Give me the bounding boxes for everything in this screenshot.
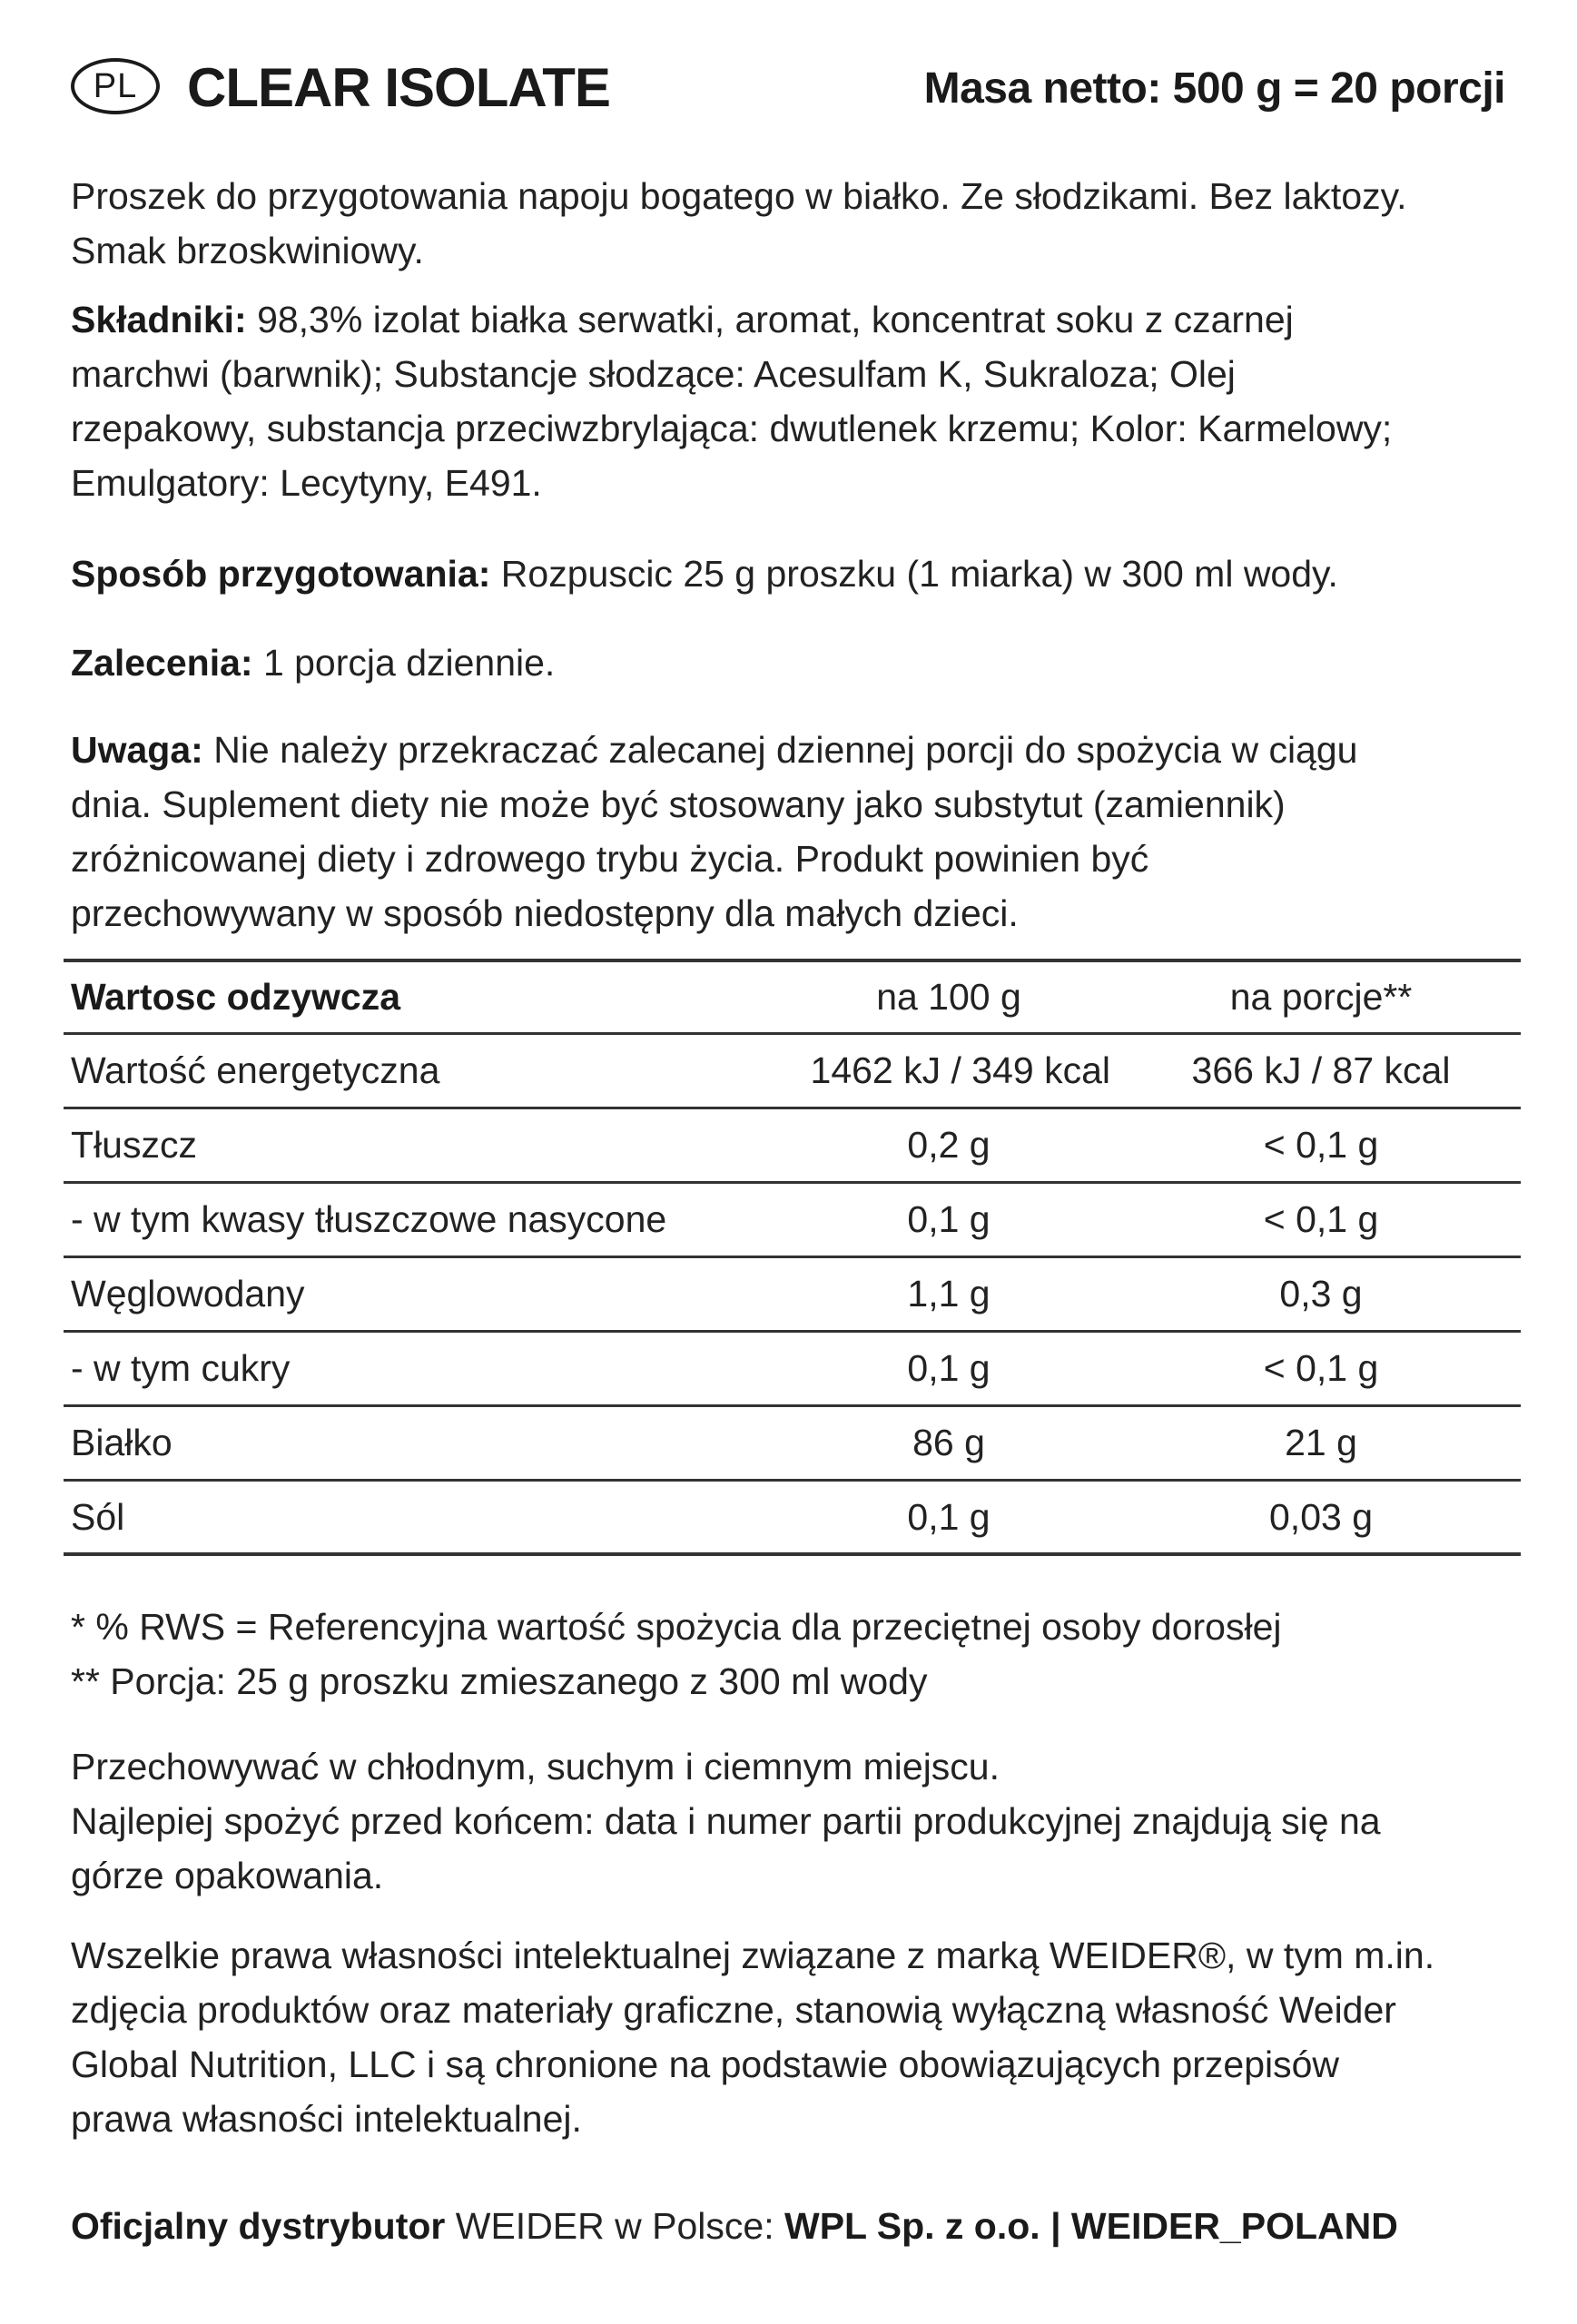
rights-notice [71,1928,1523,2146]
nutrition-header-row [64,959,1521,1035]
net-mass: Masa netto: 500 g = 20 porcji [923,64,1505,113]
nutrient-per-portion: < 0,1 g [1263,1198,1379,1240]
nutrient-per100: 0,1 g [907,1347,991,1389]
warning [71,723,1523,940]
distributor-company: WPL Sp. z o.o. | WEIDER_POLAND [784,2205,1398,2247]
nutrition-header-per-portion: na porcje** [1229,976,1413,1018]
nutrition-table [64,959,1521,1556]
nutrient-name: Sól [71,1495,125,1538]
nutrient-per-portion: 366 kJ / 87 kcal [1191,1049,1451,1091]
nutrient-per100: 0,2 g [907,1124,991,1166]
warning-line [71,723,1523,777]
nutrition-row [64,1109,1521,1184]
warning-line: zróżnicowanej diety i zdrowego trybu życia. Produkt powinien być [71,838,1149,880]
nutrient-per-portion: < 0,1 g [1263,1347,1379,1389]
language-badge: PL [71,58,160,114]
nutrient-per100: 1462 kJ / 349 kcal [810,1049,1110,1091]
nutrient-per-portion: 21 g [1285,1422,1357,1463]
nutrient-per100: 0,1 g [907,1198,991,1240]
nutrient-per100: 0,1 g [907,1495,991,1538]
nutrition-row [64,1258,1521,1333]
ingredients-line: marchwi (barwnik); Substancje słodzące: Acesulfam K, Sukraloza; Olej [71,353,1236,395]
ingredients [71,292,1523,510]
recommendation [71,635,1523,690]
nutrient-name: Białko [71,1422,172,1463]
nutrient-per100: 1,1 g [907,1273,991,1315]
nutrient-per-portion: 0,3 g [1279,1273,1363,1315]
description-line: Proszek do przygotowania napoju bogatego w białko. Ze słodzikami. Bez laktozy. [71,175,1407,217]
warning-label: Uwaga: [71,729,203,771]
warning-text: Nie należy przekraczać zalecanej dziennej porcji do spożycia w ciągu [202,729,1358,771]
nutrient-name: - w tym cukry [71,1347,291,1389]
storage-line: Najlepiej spożyć przed końcem: data i numer partii produkcyjnej znajdują się na [71,1800,1381,1842]
description [71,169,1523,278]
nutrition-row [64,1035,1521,1109]
ingredients-line [71,292,1523,347]
nutrient-name: Wartość energetyczna [71,1049,440,1091]
recommendation-text: 1 porcja dziennie. [252,642,556,684]
footnote-portion: ** Porcja: 25 g proszku zmieszanego z 300 ml wody [71,1660,928,1702]
rights-line: zdjęcia produktów oraz materiały graficzne, stanowią wyłączną własność Weider [71,1989,1396,2031]
preparation-label: Sposób przygotowania: [71,553,491,595]
distributor-label: Oficjalny dystrybutor [71,2205,446,2247]
ingredients-label: Składniki: [71,299,247,340]
description-line: Smak brzoskwiniowy. [71,230,424,271]
ingredients-line: Emulgatory: Lecytyny, E491. [71,462,542,504]
nutrient-per-portion: 0,03 g [1269,1495,1373,1538]
nutrition-header-per100: na 100 g [876,976,1021,1018]
rights-line: Wszelkie prawa własności intelektualnej związane z marką WEIDER®, w tym m.in. [71,1935,1435,1976]
preparation-text: Rozpuscic 25 g proszku (1 miarka) w 300 ml wody. [490,553,1338,595]
storage-line: górze opakowania. [71,1855,384,1896]
nutrition-row [64,1333,1521,1407]
nutrition-row [64,1482,1521,1556]
nutrient-name: Węglowodany [71,1273,305,1315]
nutrient-name: Tłuszcz [71,1124,197,1166]
nutrition-row [64,1184,1521,1258]
nutrition-header-name: Wartosc odzywcza [71,976,401,1018]
ingredients-text: 98,3% izolat białka serwatki, aromat, koncentrat soku z czarnej [246,299,1294,340]
distributor [71,2199,1523,2253]
footnotes [71,1600,1523,1709]
warning-line: dnia. Suplement diety nie może być stosowany jako substytut (zamiennik) [71,783,1286,825]
rights-line: Global Nutrition, LLC i są chronione na podstawie obowiązujących przepisów [71,2043,1340,2085]
recommendation-label: Zalecenia: [71,642,253,684]
nutrient-name: - w tym kwasy tłuszczowe nasycone [71,1198,667,1240]
distributor-middle: WEIDER w Polsce: [445,2205,784,2247]
footnote-rws: * % RWS = Referencyjna wartość spożycia dla przeciętnej osoby dorosłej [71,1606,1282,1648]
product-title: CLEAR ISOLATE [187,57,610,118]
storage-line: Przechowywać w chłodnym, suchym i ciemnym miejscu. [71,1746,1000,1787]
preparation [71,547,1523,601]
label-header [71,56,1505,129]
nutrition-row [64,1407,1521,1482]
ingredients-line: rzepakowy, substancja przeciwzbrylająca: dwutlenek krzemu; Kolor: Karmelowy; [71,408,1393,449]
warning-line: przechowywany w sposób niedostępny dla małych dzieci. [71,892,1019,934]
rights-line: prawa własności intelektualnej. [71,2098,582,2140]
nutrient-per-portion: < 0,1 g [1263,1124,1379,1166]
storage-info [71,1739,1523,1903]
nutrient-per100: 86 g [912,1422,985,1463]
